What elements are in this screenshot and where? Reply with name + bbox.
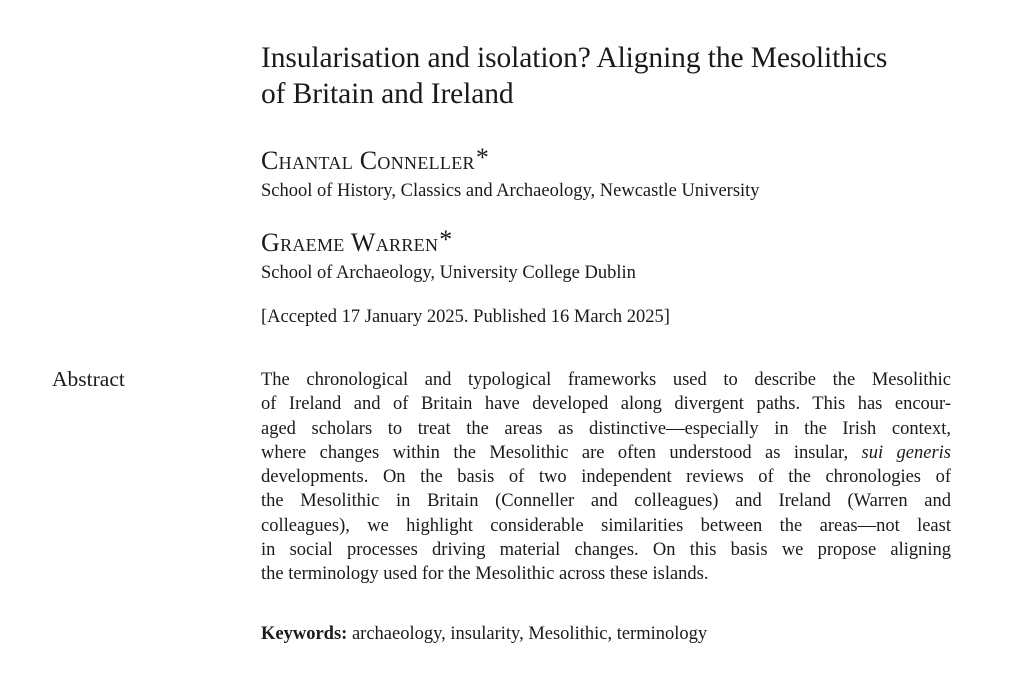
author-1-affiliation: School of History, Classics and Archaeology, Newcastle University [261,181,760,201]
abstract-line [261,441,951,465]
paper-title [261,40,961,112]
author-name-1 [261,143,490,176]
publication-dates: [Accepted 17 January 2025. Published 16 March 2025] [261,307,670,327]
keywords-label: Keywords: [261,624,348,644]
keywords-value: archaeology, insularity, Mesolithic, terminology [351,624,708,644]
abstract-line-text: where changes within the Mesolithic are often understood as insular, [261,442,849,463]
paper-title-line-2: of Britain and Ireland [261,78,514,110]
keywords [261,622,707,646]
author-name-2 [261,225,453,258]
abstract-line: the terminology used for the Mesolithic across these islands. [261,564,709,585]
author-1-mark: * [475,143,490,172]
paper-title-line-1: Insularisation and isolation? Aligning the Mesolithics [261,42,888,74]
abstract-line: developments. On the basis of two independent reviews of the chronologies of [261,467,951,488]
abstract-line: colleagues), we highlight considerable similarities between the areas—not least [261,515,951,536]
abstract-body [261,368,951,587]
author-2-mark: * [439,225,453,254]
author-1-name-text: Chantal Conneller [261,146,475,175]
author-2-affiliation: School of Archaeology, University College Dublin [261,263,636,283]
abstract-line: The chronological and typological frameworks used to describe the Mesolithic [261,370,951,390]
abstract-line: in social processes driving material changes. On this basis we propose aligning [261,540,951,561]
author-2-name-text: Graeme Warren [261,228,439,257]
abstract-line: of Ireland and of Britain have developed along divergent paths. This has encour- [261,394,951,415]
abstract-heading: Abstract [52,367,125,391]
abstract-line: the Mesolithic in Britain (Conneller and colleagues) and Ireland (Warren and [261,491,951,512]
abstract-italic-phrase: sui generis [861,442,951,463]
abstract-line: aged scholars to treat the areas as distinctive—especially in the Irish context, [261,418,951,439]
